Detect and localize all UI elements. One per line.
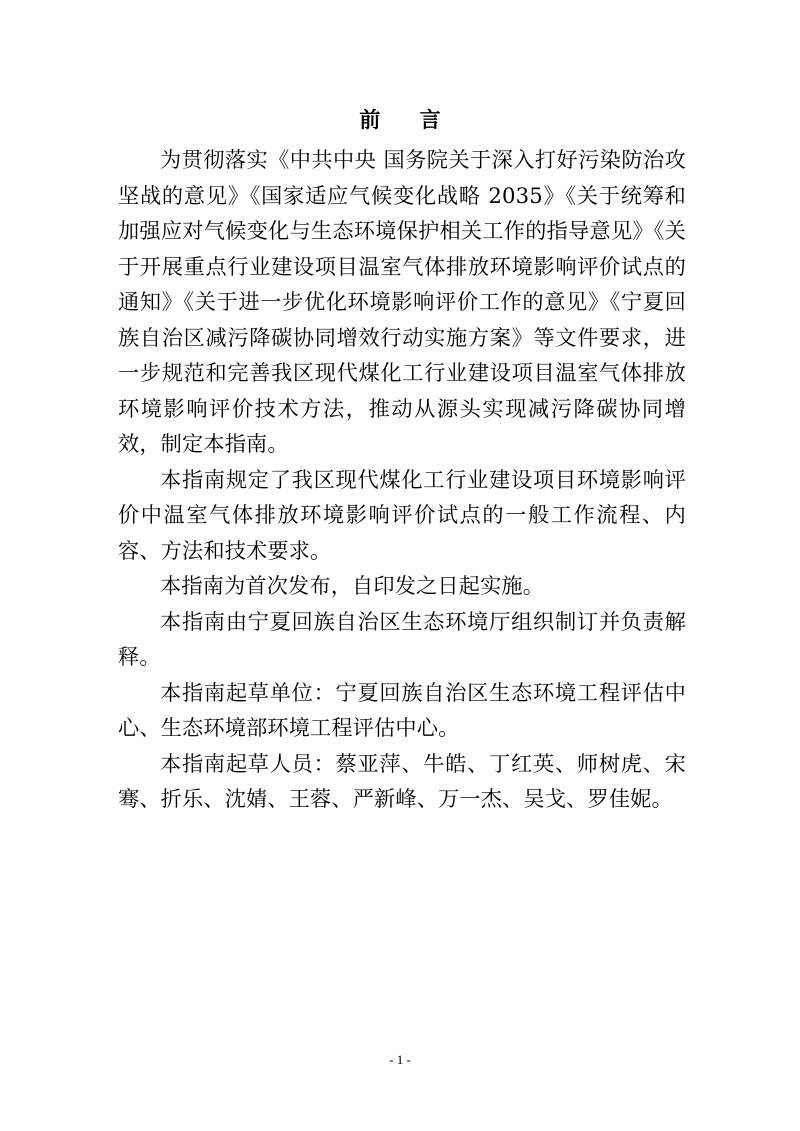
page-number: - 1 - — [389, 1052, 411, 1067]
paragraph-interpretation: 本指南由宁夏回族自治区生态环境厅组织制订并负责解释。 — [118, 608, 686, 669]
paragraph-scope: 本指南规定了我区现代煤化工行业建设项目环境影响评价中温室气体排放环境影响评价试点的一般工作流程、内容、方法和技术要求。 — [118, 466, 686, 563]
page-title: 前 言 — [359, 107, 457, 132]
paragraph-effective-date: 本指南为首次发布，自印发之日起实施。 — [160, 573, 545, 598]
paragraph-drafting-personnel: 本指南起草人员：蔡亚萍、牛皓、丁红英、师树虎、宋骞、折乐、沈婧、王蓉、严新峰、万一杰、吴戈、罗佳妮。 — [118, 750, 686, 811]
paragraph-drafting-units: 本指南起草单位：宁夏回族自治区生态环境工程评估中心、生态环境部环境工程评估中心。 — [118, 679, 686, 740]
document-body — [118, 142, 686, 817]
paragraph-purpose: 为贯彻落实《中共中央 国务院关于深入打好污染防治攻坚战的意见》《国家适应气候变化战略 2035》《关于统筹和加强应对气候变化与生态环境保护相关工作的指导意见》《关于开展重点行业建设项目温室气体排放环境影响评价试点的通知》《关于进一步优化环境影响评价工作的意见》《宁夏回族自治区减污降碳协同增效行动实施方案》等文件要求，进一步规范和完善我区现代煤化工行业建设项目温室气体排放环境影响评价技术方法，推动从源头实现减污降碳协同增效，制定本指南。 — [118, 147, 686, 456]
